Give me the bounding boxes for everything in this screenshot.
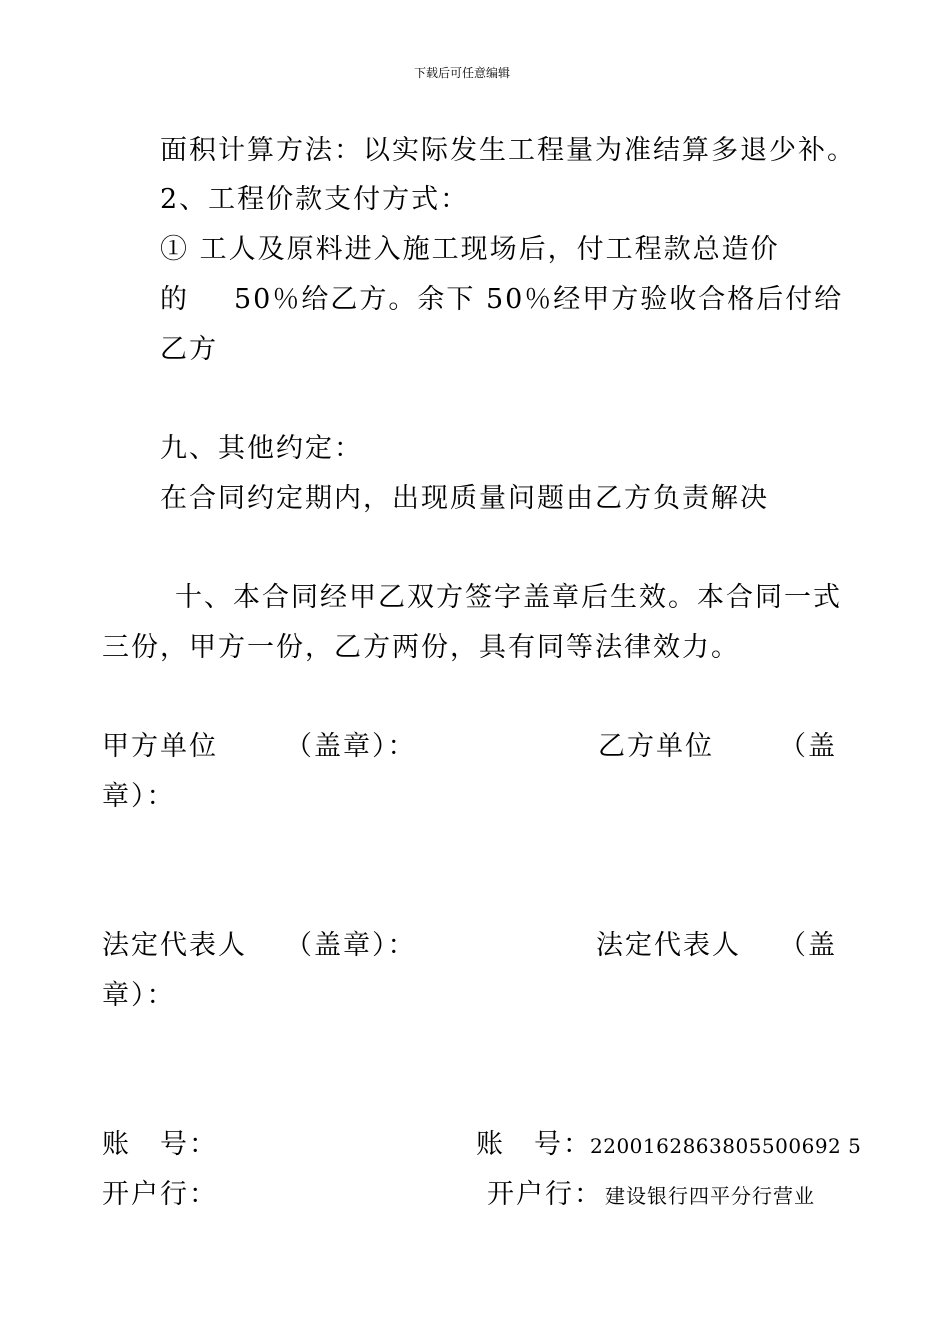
area-calc-text: 面积计算方法：以实际发生工程量为准结算多退少补。	[160, 135, 856, 166]
party-b-unit-label: 乙方单位	[598, 731, 714, 762]
party-b-bank-name: 建设银行四平分行营业	[605, 1184, 815, 1208]
other-text: 在合同约定期内，出现质量问题由乙方负责解决	[160, 483, 769, 514]
effect-line2: 三份，甲方一份，乙方两份，具有同等法律效力。	[102, 632, 740, 663]
other-heading: 九、其他约定：	[160, 433, 363, 464]
party-b-rep-seal-label-a: （盖	[779, 930, 837, 961]
party-b-seal-label-a: （盖	[779, 731, 837, 762]
party-b-seal-label-b: 章）：	[102, 781, 176, 812]
effect-line1: 十、本合同经甲乙双方签字盖章后生效。本合同一式	[175, 582, 842, 613]
party-a-account-label: 账 号：	[102, 1129, 218, 1160]
page-header-note: 下载后可任意编辑	[414, 66, 511, 80]
party-a-seal-label: （盖章）：	[285, 731, 417, 762]
party-a-rep-label: 法定代表人	[102, 930, 247, 961]
party-a-rep-seal-label: （盖章）：	[285, 930, 417, 961]
payment-item1-line2a: 的	[160, 284, 189, 315]
payment-item1-line3: 乙方	[160, 334, 218, 365]
payment-heading: 2、工程价款支付方式：	[160, 184, 470, 215]
party-a-unit-label: 甲方单位	[102, 731, 218, 762]
party-b-account-number: 2200162863805500692 5	[590, 1134, 862, 1158]
party-b-rep-label: 法定代表人	[596, 930, 741, 961]
payment-item1-line2b: 50％给乙方。余下 50％经甲方验收合格后付给	[234, 284, 844, 315]
payment-item1-line1: ① 工人及原料进入施工现场后，付工程款总造价	[160, 234, 780, 265]
party-b-bank-label: 开户行：	[487, 1179, 603, 1210]
party-a-bank-label: 开户行：	[102, 1179, 218, 1210]
party-b-account-label: 账 号：	[476, 1129, 592, 1160]
party-b-rep-seal-label-b: 章）：	[102, 980, 176, 1011]
